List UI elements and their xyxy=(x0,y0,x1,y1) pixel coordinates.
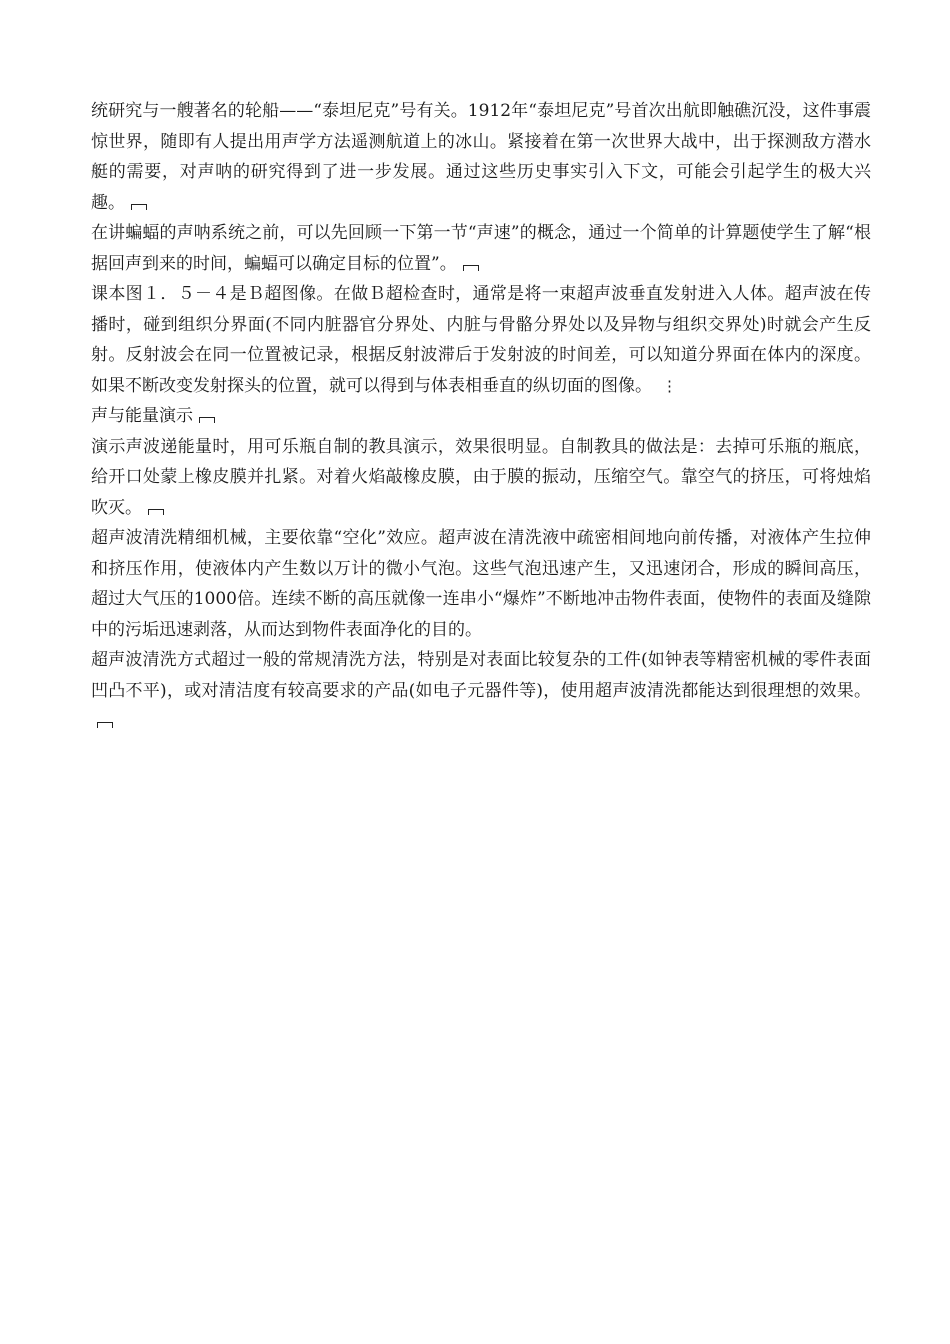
section-heading-sound-energy xyxy=(91,401,871,432)
vertical-ellipsis-icon: ⋮ xyxy=(662,376,677,395)
paragraph-text: 超声波清洗精细机械，主要依靠“空化”效应。超声波在清洗液中疏密相间地向前传播，对液体产生拉伸和挤压作用，使液体内产生数以万计的微小气泡。这些气泡迅速产生，又迅速闭合，形成的瞬间高压，超过大气压的1000倍。连续不断的高压就像一连串小“爆炸”不断地冲击物件表面，使物件的表面及缝隙中的污垢迅速剥落，从而达到物件表面净化的目的。 xyxy=(91,528,871,640)
paragraph-text: 超声波清洗方式超过一般的常规清洗方法，特别是对表面比较复杂的工件(如钟表等精密机械的零件表面凹凸不平)，或对清洁度有较高要求的产品(如电子元器件等)，使用超声波清洗都能达到很理想的效果。 xyxy=(91,650,871,701)
paragraph-text: 统研究与一艘著名的轮船——“泰坦尼克”号有关。1912年“泰坦尼克”号首次出航即触礁沉没，这件事震惊世界，随即有人提出用声学方法遥测航道上的冰山。紧接着在第一次世界大战中，出于探测敌方潜水艇的需要，对声呐的研究得到了进一步发展。通过这些历史事实引入下文，可能会引起学生的极大兴趣。 xyxy=(91,101,871,213)
paragraph-text: 在讲蝙蝠的声呐系统之前，可以先回顾一下第一节“声速”的概念，通过一个简单的计算题使学生了解“根据回声到来的时间，蝙蝠可以确定目标的位置”。 xyxy=(91,223,871,274)
paragraph-end-mark-icon xyxy=(148,509,164,515)
paragraph-cola-bottle-demo xyxy=(91,432,871,524)
paragraph-b-ultrasound xyxy=(91,279,871,401)
paragraph-ultrasonic-cleaning xyxy=(91,523,871,645)
paragraph-text: 演示声波递能量时，用可乐瓶自制的教具演示，效果很明显。自制教具的做法是：去掉可乐瓶的瓶底，给开口处蒙上橡皮膜并扎紧。对着火焰敲橡皮膜，由于膜的振动，压缩空气。靠空气的挤压，可将烛焰吹灭。 xyxy=(91,436,871,518)
document-body xyxy=(91,96,871,737)
paragraph-end-mark-icon xyxy=(199,417,215,423)
heading-text: 声与能量演示 xyxy=(91,406,193,426)
paragraph-end-mark-icon xyxy=(97,722,113,728)
paragraph-ultrasonic-cleaning-advantage xyxy=(91,645,871,737)
paragraph-titanic-sonar xyxy=(91,96,871,218)
paragraph-bat-sonar xyxy=(91,218,871,279)
paragraph-end-mark-icon xyxy=(463,265,479,271)
paragraph-text: 课本图１．５－４是Ｂ超图像。在做Ｂ超检查时，通常是将一束超声波垂直发射进入人体。超声波在传播时，碰到组织分界面(不同内脏器官分界处、内脏与骨骼分界处以及异物与组织交界处)时就会产生反射。反射波会在同一位置被记录，根据反射波滞后于发射波的时间差，可以知道分界面在体内的深度。如果不断改变发射探头的位置，就可以得到与体表相垂直的纵切面的图像。 xyxy=(91,284,871,396)
paragraph-end-mark-icon xyxy=(131,204,147,210)
